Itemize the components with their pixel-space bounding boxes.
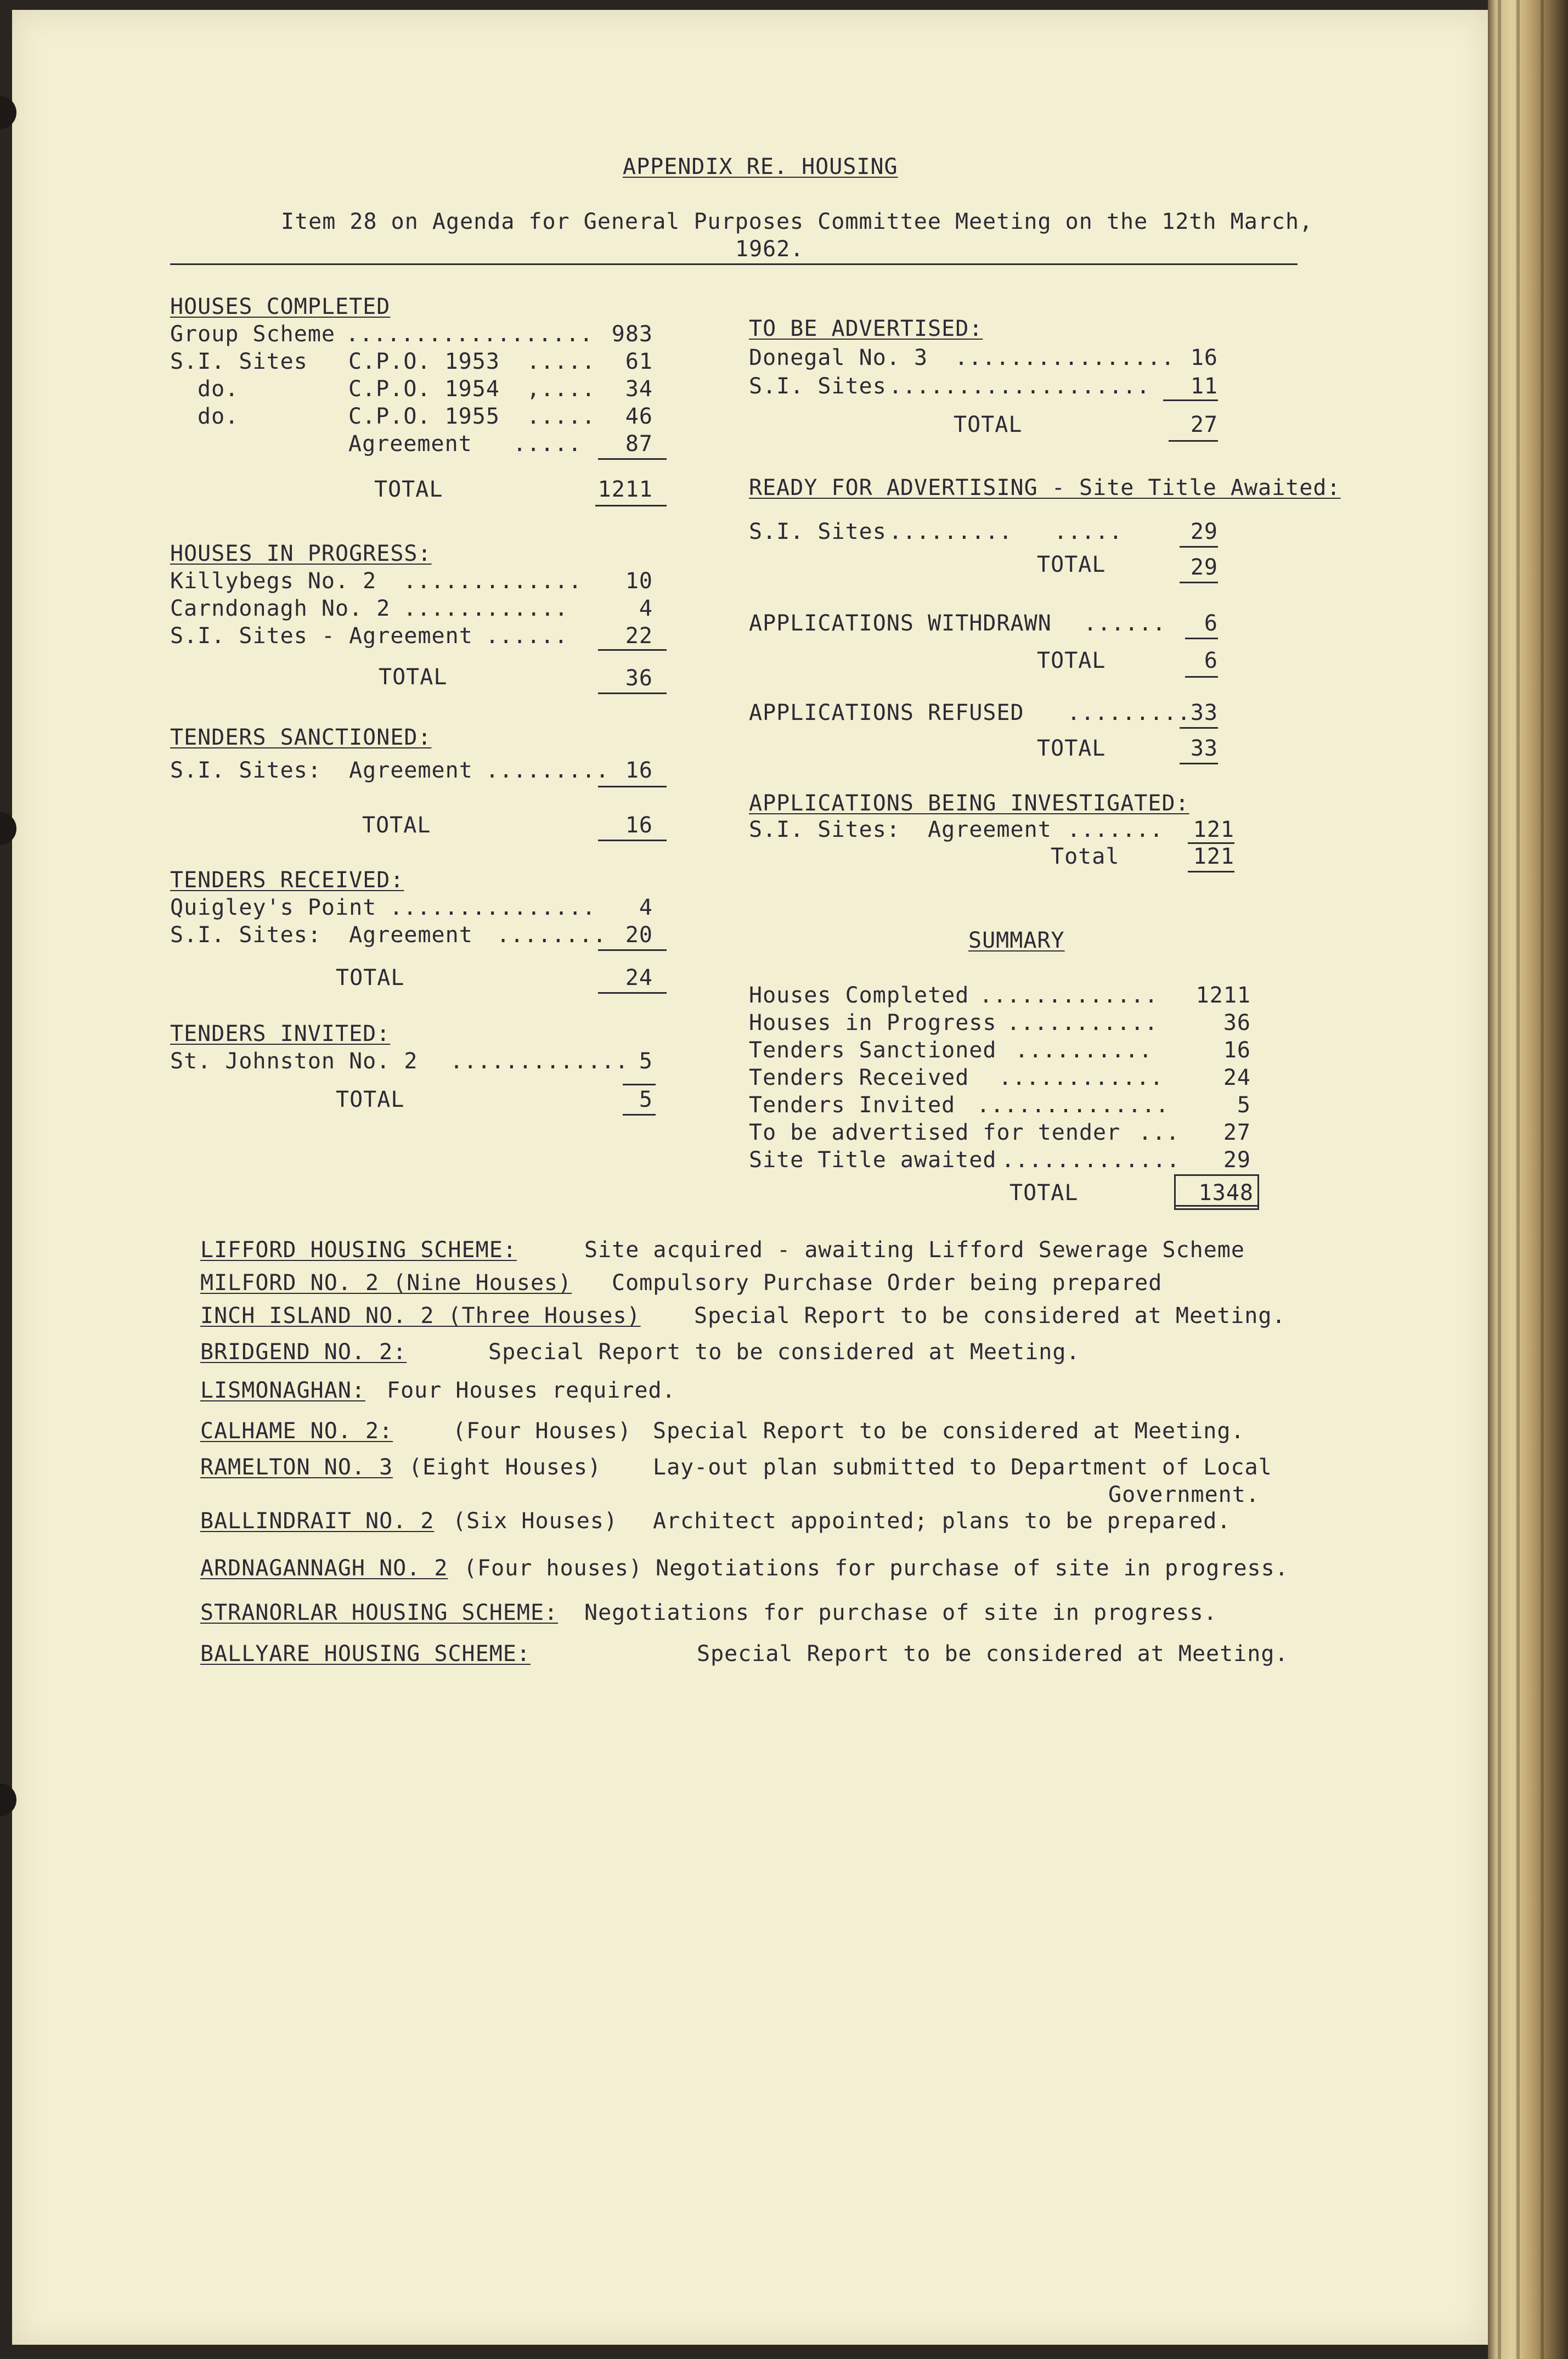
scheme-note: Compulsory Purchase Order being prepared	[612, 1270, 1163, 1296]
total-label: TOTAL	[336, 1087, 405, 1112]
total-label: TOTAL	[954, 412, 1023, 437]
row-label: Quigley's Point	[170, 895, 377, 920]
total-rule	[623, 1114, 656, 1116]
total-rule	[598, 992, 667, 994]
scheme-note: Four Houses required.	[387, 1378, 676, 1403]
total-rule	[1180, 582, 1218, 583]
dot-leader: ..................	[346, 322, 594, 347]
total-value: 27	[1190, 412, 1218, 437]
row-label: Group Scheme	[170, 322, 335, 347]
total-box-left	[1174, 1174, 1176, 1210]
dot-leader: .............	[979, 983, 1159, 1008]
subtitle-line-1: Item 28 on Agenda for General Purposes Committee Meeting on the 12th March,	[281, 209, 1313, 234]
total-value: 29	[1190, 555, 1218, 580]
section-heading: HOUSES IN PROGRESS:	[170, 541, 432, 566]
book-binding	[1488, 0, 1568, 2359]
dot-leader: ......... .....	[889, 519, 1123, 544]
total-value: 1348	[1198, 1180, 1254, 1206]
section-heading: TENDERS SANCTIONED:	[170, 725, 432, 750]
total-rule	[1188, 871, 1234, 872]
scheme-note: Special Report to be considered at Meeting.	[488, 1339, 1080, 1365]
total-value: 24	[625, 965, 653, 990]
row-label: S.I. Sites - Agreement	[170, 623, 473, 649]
row-value: 4	[639, 895, 653, 920]
dot-leader: ...	[1138, 1120, 1180, 1145]
row-label: S.I. Sites	[749, 519, 887, 544]
row-value: 983	[611, 322, 653, 347]
total-rule	[598, 840, 667, 841]
total-rule	[1188, 842, 1234, 844]
total-double-rule	[1174, 1205, 1259, 1210]
scheme-extra: (Four houses)	[464, 1556, 643, 1581]
summary-label: Site Title awaited	[749, 1147, 997, 1173]
header-rule	[170, 263, 1298, 265]
scheme-note-continued: Government.	[1108, 1482, 1260, 1507]
scheme-note: Special Report to be considered at Meeting.	[653, 1418, 1245, 1444]
scheme-name: BRIDGEND NO. 2:	[200, 1339, 407, 1365]
row-label: S.I. Sites: Agreement	[170, 758, 473, 783]
total-rule	[598, 693, 667, 694]
row-label: S.I. Sites: Agreement	[749, 817, 1052, 842]
total-rule	[623, 1084, 656, 1085]
dot-leader: ,....	[527, 376, 596, 402]
dot-leader: ...............	[390, 895, 596, 920]
total-label: TOTAL	[374, 477, 443, 502]
row-value: 87	[625, 431, 653, 457]
subtitle-line-2: 1962.	[735, 237, 804, 262]
summary-label: Tenders Received	[749, 1065, 969, 1090]
summary-value: 16	[1223, 1038, 1251, 1063]
row-value: 6	[1204, 611, 1218, 636]
scheme-note: Lay-out plan submitted to Department of Local	[653, 1455, 1272, 1480]
sum-rule	[598, 786, 667, 787]
total-label: TOTAL	[1037, 736, 1106, 761]
section-heading: SUMMARY	[968, 928, 1065, 953]
row-sub: C.P.O. 1955	[348, 404, 500, 429]
scheme-name: STRANORLAR HOUSING SCHEME:	[200, 1600, 559, 1625]
dot-leader: .........	[1067, 700, 1191, 725]
row-value: 16	[625, 758, 653, 783]
summary-value: 1211	[1195, 983, 1251, 1008]
sum-rule	[598, 458, 667, 460]
dot-leader: .............	[450, 1049, 629, 1074]
dot-leader: ............	[999, 1065, 1164, 1090]
scheme-name: BALLINDRAIT NO. 2	[200, 1508, 435, 1534]
scheme-note: Special Report to be considered at Meeting.	[694, 1303, 1286, 1328]
summary-value: 29	[1223, 1147, 1251, 1173]
row-value: 121	[1193, 817, 1234, 842]
row-label: Donegal No. 3	[749, 345, 928, 370]
section-heading: TO BE ADVERTISED:	[749, 316, 983, 341]
row-label: S.I. Sites: Agreement	[170, 922, 473, 948]
dot-leader: ................	[955, 345, 1175, 370]
row-label: S.I. Sites	[170, 349, 308, 374]
row-label: Carndonagh No. 2	[170, 596, 391, 621]
section-heading: HOUSES COMPLETED	[170, 294, 391, 319]
scheme-note: Site acquired - awaiting Lifford Sewerage Scheme	[584, 1237, 1245, 1263]
scheme-name: INCH ISLAND NO. 2 (Three Houses)	[200, 1303, 641, 1328]
dot-leader: .......	[1067, 817, 1164, 842]
dot-leader: .....	[527, 349, 596, 374]
summary-label: Houses in Progress	[749, 1010, 997, 1035]
dot-leader: ......	[1084, 611, 1166, 636]
row-value: 33	[1190, 700, 1218, 725]
page-title: APPENDIX RE. HOUSING	[623, 154, 898, 179]
sum-rule	[1163, 399, 1218, 401]
row-label: do.	[198, 404, 239, 429]
total-label: TOTAL	[379, 665, 448, 690]
total-value: 6	[1204, 648, 1218, 673]
row-value: 5	[639, 1049, 653, 1074]
total-label: TOTAL	[1037, 648, 1106, 673]
row-value: 10	[625, 568, 653, 594]
dot-leader: ..............	[977, 1093, 1170, 1118]
dot-leader: .........	[486, 758, 610, 783]
sum-rule	[1180, 546, 1218, 548]
row-value: 61	[625, 349, 653, 374]
dot-leader: ...........	[1007, 1010, 1158, 1035]
summary-label: Houses Completed	[749, 983, 969, 1008]
total-value: 5	[639, 1087, 653, 1112]
summary-label: Tenders Sanctioned	[749, 1038, 997, 1063]
scheme-name: MILFORD NO. 2 (Nine Houses)	[200, 1270, 572, 1296]
row-label: do.	[198, 376, 239, 402]
summary-value: 24	[1223, 1065, 1251, 1090]
row-value: 20	[625, 922, 653, 948]
sum-rule	[1185, 638, 1218, 639]
dot-leader: .....	[513, 431, 582, 457]
scheme-note: Negotiations for purchase of site in progress.	[584, 1600, 1217, 1625]
total-label: TOTAL	[1037, 552, 1106, 577]
total-label: Total	[1051, 844, 1120, 869]
row-value: 29	[1190, 519, 1218, 544]
scheme-note: Architect appointed; plans to be prepared.	[653, 1508, 1231, 1534]
row-value: 16	[1190, 345, 1218, 370]
total-box-right	[1257, 1174, 1259, 1210]
dot-leader: ......	[486, 623, 568, 649]
section-heading: READY FOR ADVERTISING - Site Title Awaited:	[749, 475, 1341, 500]
section-heading: TENDERS RECEIVED:	[170, 868, 404, 893]
row-label: St. Johnston No. 2	[170, 1049, 418, 1074]
summary-value: 36	[1223, 1010, 1251, 1035]
row-value: 22	[625, 623, 653, 649]
total-value: 1211	[597, 477, 653, 502]
dot-leader: ........	[497, 922, 607, 948]
section-heading: APPLICATIONS BEING INVESTIGATED:	[749, 791, 1189, 816]
total-value: 121	[1193, 844, 1234, 869]
scheme-name: ARDNAGANNAGH NO. 2	[200, 1556, 448, 1581]
total-rule	[1180, 763, 1218, 764]
row-value: 4	[639, 596, 653, 621]
section-heading: TENDERS INVITED:	[170, 1021, 391, 1046]
section-heading: APPLICATIONS REFUSED	[749, 700, 1024, 725]
row-value: 11	[1190, 374, 1218, 399]
dot-leader: ..........	[1015, 1038, 1153, 1063]
row-value: 46	[625, 404, 653, 429]
sum-rule	[1180, 727, 1218, 729]
sum-rule	[598, 649, 667, 651]
scheme-note: Special Report to be considered at Meeting.	[697, 1641, 1289, 1666]
dot-leader: .............	[1001, 1147, 1181, 1173]
scheme-name: LIFFORD HOUSING SCHEME:	[200, 1237, 517, 1263]
scheme-name: RAMELTON NO. 3	[200, 1455, 393, 1480]
total-value: 36	[625, 666, 653, 691]
dot-leader: .....	[527, 404, 596, 429]
total-value: 16	[625, 813, 653, 838]
scheme-name: LISMONAGHAN:	[200, 1378, 365, 1403]
dot-leader: ............	[403, 596, 568, 621]
total-rule	[1169, 440, 1218, 442]
summary-label: Tenders Invited	[749, 1093, 956, 1118]
scheme-extra: (Eight Houses)	[409, 1455, 602, 1480]
scheme-note: Negotiations for purchase of site in progress.	[656, 1556, 1289, 1581]
row-label: Killybegs No. 2	[170, 568, 377, 594]
total-label: TOTAL	[1009, 1180, 1079, 1206]
summary-value: 5	[1237, 1093, 1251, 1118]
scheme-extra: (Four Houses)	[453, 1418, 632, 1444]
sum-rule	[1174, 1174, 1259, 1176]
dot-leader: .............	[403, 568, 583, 594]
sum-rule	[598, 949, 667, 951]
row-sub: Agreement	[348, 431, 472, 457]
summary-value: 27	[1223, 1120, 1251, 1145]
total-rule	[1185, 676, 1218, 678]
scheme-extra: (Six Houses)	[453, 1508, 618, 1534]
scheme-name: BALLYARE HOUSING SCHEME:	[200, 1641, 531, 1666]
dot-leader: ...................	[889, 374, 1150, 399]
section-heading: APPLICATIONS WITHDRAWN	[749, 611, 1052, 636]
scheme-name: CALHAME NO. 2:	[200, 1418, 393, 1444]
row-sub: C.P.O. 1953	[348, 349, 500, 374]
row-label: S.I. Sites	[749, 374, 887, 399]
total-label: TOTAL	[362, 813, 431, 838]
total-value: 33	[1190, 736, 1218, 761]
row-sub: C.P.O. 1954	[348, 376, 500, 402]
summary-label: To be advertised for tender	[749, 1120, 1121, 1145]
row-value: 34	[625, 376, 653, 402]
total-label: TOTAL	[336, 965, 405, 990]
total-rule	[595, 505, 667, 506]
